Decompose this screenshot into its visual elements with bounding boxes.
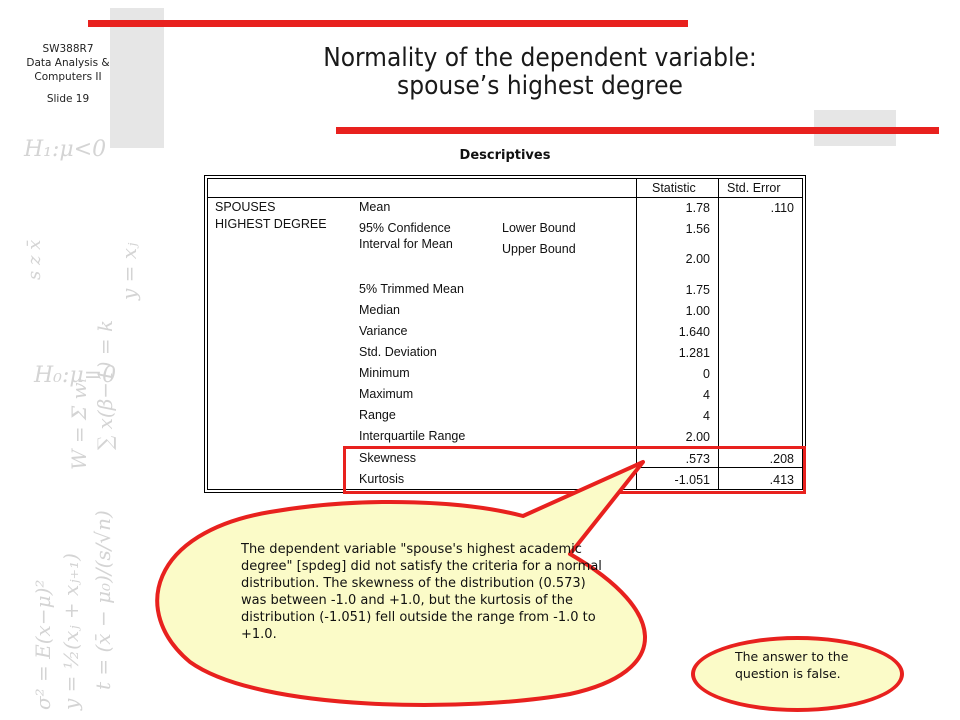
callout-text: The dependent variable "spouse's highest academic degree" [spdeg] did not satisfy the criteria for a normal distribution. The skewness of the distribution (0.573) was between -1.0 and +1.0, but the kurtosis of the distribution (-1.051) fell outside the range from -1.0 to +1.0. [241, 542, 602, 642]
row-label-variance: Variance [359, 324, 408, 338]
stat-skewness: .573 [685, 452, 710, 466]
slide-title-line2: spouse’s highest degree [397, 71, 683, 101]
row-label-skewness: Skewness [359, 451, 416, 465]
row-label-iqr: Interquartile Range [359, 429, 466, 443]
slide-title-line1: Normality of the dependent variable: [323, 43, 757, 73]
row-label-range: Range [359, 408, 396, 422]
se-kurtosis: .413 [769, 473, 794, 487]
se-skewness: .208 [769, 452, 794, 466]
decor-red-bar-top [88, 20, 688, 27]
row-label-std-deviation: Std. Deviation [359, 345, 437, 359]
course-name-line1: Data Analysis & [26, 57, 110, 69]
course-name-line2: Computers II [34, 71, 102, 83]
svg-text:σ² = E(x−μ)²: σ² = E(x−μ)² [31, 579, 55, 710]
table-header-divider [207, 197, 803, 198]
stat-upper-bound: 2.00 [685, 252, 710, 266]
slide-title [180, 44, 900, 100]
stat-trimmed-mean: 1.75 [685, 283, 710, 297]
col-header-std-error: Std. Error [727, 181, 781, 195]
stat-iqr: 2.00 [685, 430, 710, 444]
row-label-ci-line2: Interval for Mean [359, 237, 453, 251]
row-label-median: Median [359, 303, 400, 317]
svg-text:s z x̄: s z x̄ [24, 239, 45, 280]
decor-red-bar-bottom [336, 127, 939, 134]
course-info [2, 42, 134, 106]
stat-median: 1.00 [685, 304, 710, 318]
row-sublabel-lower-bound: Lower Bound [502, 221, 576, 235]
table-divider-vertical-2 [718, 178, 719, 490]
col-header-statistic: Statistic [652, 181, 696, 195]
se-mean: .110 [770, 201, 794, 215]
svg-text:y = xⱼ: y = xⱼ [117, 242, 141, 300]
stat-maximum: 4 [703, 388, 710, 402]
svg-text:t = (x̄ − μ₀)/(s/√n): t = (x̄ − μ₀)/(s/√n) [91, 510, 115, 690]
variable-name-line1: SPOUSES [215, 200, 276, 214]
stat-lower-bound: 1.56 [685, 222, 710, 236]
stat-std-deviation: 1.281 [678, 346, 710, 360]
course-code: SW388R7 [42, 43, 94, 55]
row-sublabel-upper-bound: Upper Bound [502, 242, 576, 256]
row-label-kurtosis: Kurtosis [359, 472, 405, 486]
stat-kurtosis: -1.051 [674, 473, 710, 487]
row-label-mean: Mean [359, 200, 391, 214]
math-formula-watermark [0, 137, 141, 720]
stat-minimum: 0 [703, 367, 710, 381]
svg-text:y = ½(xⱼ + xⱼ₊₁): y = ½(xⱼ + xⱼ₊₁) [59, 553, 83, 710]
row-label-minimum: Minimum [359, 366, 410, 380]
svg-text:H₁:μ<0: H₁:μ<0 [24, 137, 107, 162]
answer-text: The answer to the question is false. [735, 649, 849, 681]
slide-number: Slide 19 [46, 93, 90, 105]
table-divider-vertical-1 [636, 178, 637, 490]
svg-text:∑ x(β−1) = k: ∑ x(β−1) = k [93, 319, 117, 450]
variable-name-line2: HIGHEST DEGREE [215, 217, 327, 231]
stat-mean: 1.78 [685, 201, 710, 215]
svg-text:H₀:μ=0: H₀:μ=0 [34, 363, 117, 388]
stat-range: 4 [703, 409, 710, 423]
table-caption: Descriptives [459, 148, 551, 163]
svg-text:W = Σ wᵢ: W = Σ wᵢ [67, 378, 91, 470]
stat-variance: 1.640 [678, 325, 710, 339]
row-label-ci: 95% Confidence [359, 221, 451, 235]
row-label-maximum: Maximum [359, 387, 414, 401]
row-label-trimmed-mean: 5% Trimmed Mean [359, 282, 464, 296]
